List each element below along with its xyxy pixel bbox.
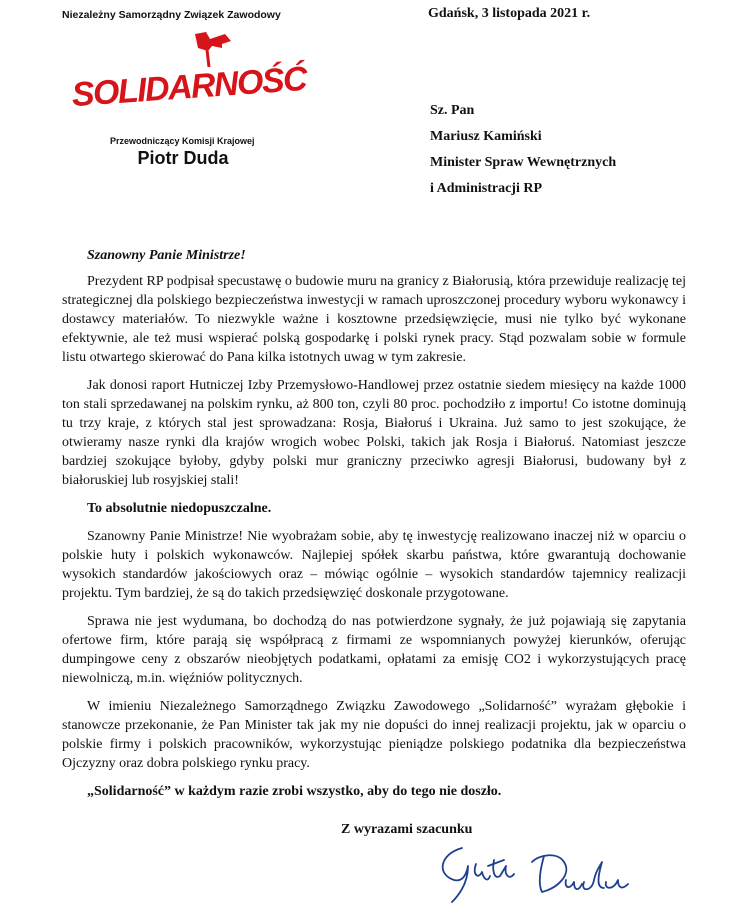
recipient-line: Sz. Pan: [430, 103, 475, 118]
chair-name: Piotr Duda: [137, 148, 229, 168]
paragraph: Jak donosi raport Hutniczej Izby Przemysłowo-Handlowej przez ostatnie siedem miesięcy na każde 1000 ton stali sprzedawanej na polskim rynku, aż 800 ton, czyli 80 proc. pochodziło z importu! Co istotne dominują tu trzy kraje, z których stal jest sprowadzana: Rosja, Białoruś i Ukraina. Już samo to jest szokujące, że otwieramy nasze rynki dla krajów wrogich wobec Polski, takich jak Rosja i Białoruś. Natomiast jeszcze bardziej szokujące byłoby, gdyby polski mur graniczny przeciwko agresji Białorusi, budowany był z białoruskiej lub rosyjskiej stali!: [62, 378, 686, 488]
logo-flag: [195, 32, 231, 51]
paragraph: W imieniu Niezależnego Samorządnego Związku Zawodowego „Solidarność” wyrażam głębokie i stanowcze przekonanie, że Pan Minister tak jak my nie dopuści do innej realizacji projektu, jak w oparciu o polskie firmy i polskich pracowników, wykorzystując pieniądze polskiego podatnika dla bezpieczeństwa Ojczyzny oraz dobra polskiego rynku pracy.: [62, 699, 686, 771]
recipient-block: [430, 98, 616, 202]
solidarnosc-logo: [70, 30, 308, 115]
salutation: Szanowny Panie Ministrze!: [87, 248, 246, 263]
logo-wordmark: SOLIDARNOŚĆ: [70, 59, 308, 115]
paragraph: Szanowny Panie Ministrze! Nie wyobrażam sobie, aby tę inwestycję realizowano inaczej niż w oparciu o polskie huty i polskich wykonawców. Najlepiej spółek skarbu państwa, które gwarantują dochowanie wysokich standardów jakościowych oraz – mówiąc ogólnie – wysokich standardów tajemnicy realizacji projektu. Tym bardziej, że są do takich przedsięwzięć doskonale przygotowane.: [62, 529, 686, 601]
recipient-line: Minister Spraw Wewnętrznych: [430, 155, 617, 170]
date-line: Gdańsk, 3 listopada 2021 r.: [428, 6, 591, 21]
emphasis-paragraph: „Solidarność” w każdym razie zrobi wszystko, aby do tego nie doszło.: [87, 784, 502, 799]
paragraph: Prezydent RP podpisał specustawę o budowie muru na granicy z Białorusią, która przewiduje realizację tej strategicznej dla polskiego bezpieczeństwa inwestycji w ramach uproszczonej procedury wyboru wykonawcy i dostawcy materiałów. To niezwykle ważne i kosztowne przedsięwzięcie, musi nie tylko być wykonane efektywnie, ale też musi wspierać polską gospodarkę i polski rynek pracy. Stąd pozwalam sobie w formule listu otwartego skierować do Pana kilka istotnych uwag w tym zakresie.: [62, 274, 686, 365]
union-name: Niezależny Samorządny Związek Zawodowy: [62, 9, 281, 21]
emphasis-paragraph: To absolutnie niedopuszczalne.: [87, 501, 272, 516]
recipient-line: Mariusz Kamiński: [430, 129, 542, 144]
chair-title: Przewodniczący Komisji Krajowej: [110, 136, 255, 146]
recipient-line: i Administracji RP: [430, 181, 542, 196]
letter-body: [62, 246, 686, 810]
closing-phrase: Z wyrazami szacunku: [341, 822, 473, 837]
paragraph: Sprawa nie jest wydumana, bo dochodzą do nas potwierdzone sygnały, że już pojawiają się zapytania ofertowe firm, które parają się współpracą z firmami ze wspomnianych powyżej kierunków, oferując dumpingowe ceny z obszarów nieobjętych podatkami, opłatami za emisję CO2 i wykorzystujących pracę niewolniczą, m.in. więźniów politycznych.: [62, 614, 686, 686]
handwritten-signature: [432, 836, 632, 904]
